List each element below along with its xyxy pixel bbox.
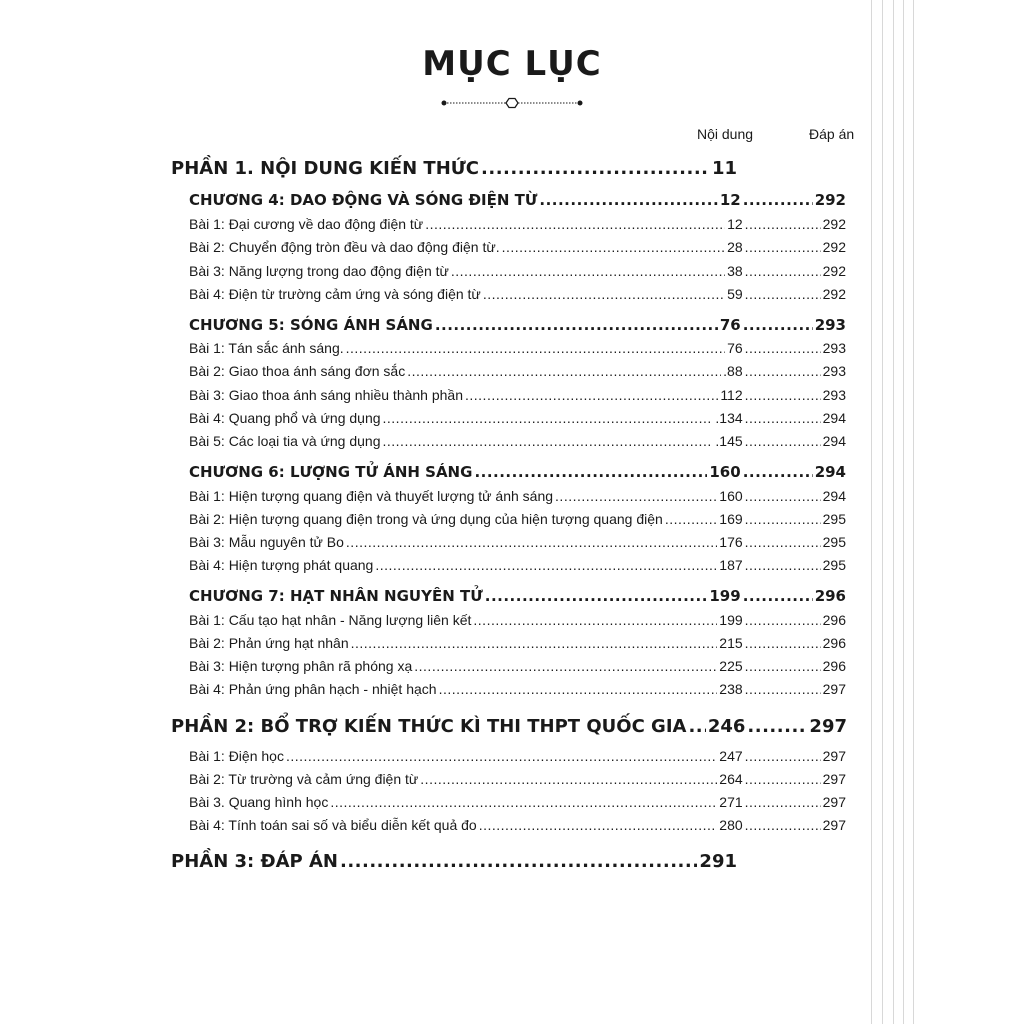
toc-page-number: .134 <box>715 410 743 426</box>
toc-answer-page: 293 <box>822 363 846 379</box>
toc-answer-page: 294 <box>822 488 846 504</box>
toc-chapter-row <box>189 191 846 209</box>
toc-part-row <box>171 851 737 872</box>
dot-leader <box>745 748 821 764</box>
dot-leader <box>745 557 821 573</box>
dot-leader <box>745 340 821 356</box>
dot-leader <box>743 463 813 481</box>
toc-lesson-row <box>189 635 846 651</box>
toc-page-number: 280 <box>719 817 743 833</box>
toc-page-number: 76 <box>727 340 743 356</box>
dot-leader <box>451 263 725 279</box>
toc-answer-page: 296 <box>822 635 846 651</box>
toc-entry-title: Bài 1: Đại cương về dao động điện từ <box>189 216 424 232</box>
toc-answer-page: 297 <box>822 748 846 764</box>
toc-entry-title: Bài 4: Quang phổ và ứng dụng <box>189 410 381 426</box>
toc-answer-page: 292 <box>822 216 846 232</box>
toc-entry-title: Bài 3: Giao thoa ánh sáng nhiều thành phần <box>189 387 463 403</box>
toc-lesson-row <box>189 340 846 356</box>
page-edge-line <box>913 0 914 1024</box>
dot-leader <box>425 216 725 232</box>
toc-chapter-row <box>189 463 846 481</box>
toc-entry-title: Bài 4: Hiện tượng phát quang <box>189 557 374 573</box>
dot-leader <box>745 410 821 426</box>
dot-leader <box>745 433 821 449</box>
toc-entry-title: Bài 2: Từ trường và cảm ứng điện từ <box>189 771 419 787</box>
toc-page-number: 160 <box>709 463 741 481</box>
toc-page-number: 59 <box>727 286 743 302</box>
dot-leader <box>435 316 718 334</box>
dot-leader <box>555 488 717 504</box>
toc-entry-title: Bài 1: Cấu tạo hạt nhân - Năng lượng liên kết <box>189 612 472 628</box>
toc-entry-title: Bài 1: Điện học <box>189 748 284 764</box>
toc-entry-title: PHẦN 1. NỘI DUNG KIẾN THỨC <box>171 158 480 179</box>
toc-answer-page: 292 <box>822 239 846 255</box>
dot-leader <box>745 658 821 674</box>
toc-lesson-row <box>189 488 846 504</box>
toc-answer-page: 293 <box>822 387 846 403</box>
dot-leader <box>286 748 717 764</box>
dot-leader <box>539 191 717 209</box>
toc-answer-page: 292 <box>814 191 846 209</box>
toc-answer-page: 295 <box>822 511 846 527</box>
dot-leader <box>745 216 821 232</box>
toc-entry-title: Bài 1: Hiện tượng quang điện và thuyết lượng tử ánh sáng <box>189 488 554 504</box>
toc-page-number: 271 <box>719 794 743 810</box>
dot-leader <box>743 587 813 605</box>
dot-leader <box>481 158 710 179</box>
toc-entry-title: CHƯƠNG 6: LƯỢNG TỬ ÁNH SÁNG <box>189 463 473 481</box>
toc-chapter-row <box>189 316 846 334</box>
dot-leader <box>479 817 718 833</box>
toc-lesson-row <box>189 263 846 279</box>
toc-part-row <box>171 158 737 179</box>
dot-leader <box>473 612 717 628</box>
dot-leader <box>745 817 821 833</box>
toc-page-number: 238 <box>719 681 743 697</box>
toc-chapter-row <box>189 587 846 605</box>
dot-leader <box>665 511 717 527</box>
toc-page-number: 187 <box>719 557 743 573</box>
dot-leader <box>474 463 707 481</box>
toc-page-number: 199 <box>719 612 743 628</box>
dot-leader <box>745 511 821 527</box>
toc-lesson-row <box>189 748 846 764</box>
dot-leader <box>439 681 718 697</box>
dot-leader <box>745 794 821 810</box>
page-edge-line <box>893 0 894 1024</box>
dot-leader <box>745 263 821 279</box>
toc-page-number: 12 <box>719 191 741 209</box>
dot-leader <box>351 635 718 651</box>
dot-leader <box>383 410 714 426</box>
toc-answer-page: 295 <box>822 557 846 573</box>
dot-leader <box>688 716 705 737</box>
dot-leader <box>420 771 717 787</box>
toc-lesson-row <box>189 817 846 833</box>
dot-leader <box>340 851 697 872</box>
toc-entry-title: Bài 3: Mẫu nguyên tử Bo <box>189 534 344 550</box>
toc-entry-title: CHƯƠNG 7: HẠT NHÂN NGUYÊN TỬ <box>189 587 483 605</box>
toc-answer-page: 295 <box>822 534 846 550</box>
column-header-content: Nội dung <box>697 126 754 142</box>
dot-leader <box>745 534 821 550</box>
toc-entry-title: CHƯƠNG 5: SÓNG ÁNH SÁNG <box>189 316 433 334</box>
toc-page-number: .145 <box>715 433 743 449</box>
toc-entry-title: Bài 2: Giao thoa ánh sáng đơn sắc <box>189 363 406 379</box>
page-edge-line <box>871 0 872 1024</box>
toc-entry-title: PHẦN 3: ĐÁP ÁN <box>171 851 338 872</box>
toc-page-number: 225 <box>719 658 743 674</box>
toc-answer-page: 292 <box>822 263 846 279</box>
toc-answer-page: 293 <box>822 340 846 356</box>
title-ornament <box>440 96 584 110</box>
dot-leader <box>745 286 821 302</box>
dot-leader <box>745 239 821 255</box>
toc-answer-page: 297 <box>822 771 846 787</box>
dot-leader <box>745 635 821 651</box>
toc-page-number: .88 <box>723 363 743 379</box>
dot-leader <box>346 534 717 550</box>
toc-entry-title: CHƯƠNG 4: DAO ĐỘNG VÀ SÓNG ĐIỆN TỪ <box>189 191 538 209</box>
toc-answer-page: 297 <box>809 716 847 737</box>
page-edge-line <box>882 0 883 1024</box>
dot-leader <box>745 363 821 379</box>
toc-entry-title: Bài 2: Chuyển động tròn đều và dao động điện từ. <box>189 239 500 255</box>
toc-lesson-row <box>189 363 846 379</box>
toc-answer-page: 296 <box>822 658 846 674</box>
toc-lesson-row <box>189 286 846 302</box>
toc-page-number: 11 <box>711 158 737 179</box>
toc-answer-page: 296 <box>822 612 846 628</box>
toc-page-number: 38 <box>727 263 743 279</box>
toc-lesson-row <box>189 794 846 810</box>
toc-entry-title: Bài 3: Hiện tượng phân rã phóng xạ <box>189 658 413 674</box>
dot-leader <box>383 433 714 449</box>
toc-page-number: 247 <box>719 748 743 764</box>
toc-lesson-row <box>189 511 846 527</box>
dot-leader <box>747 716 807 737</box>
dot-leader <box>745 681 821 697</box>
dot-leader <box>502 239 725 255</box>
page-title: MỤC LỤC <box>422 44 602 84</box>
toc-answer-page: 297 <box>822 681 846 697</box>
dot-leader <box>745 387 821 403</box>
toc-page-number: 76 <box>719 316 741 334</box>
toc-lesson-row <box>189 410 846 426</box>
toc-page-number: 264 <box>719 771 743 787</box>
toc-entry-title: Bài 4: Tính toán sai số và biểu diễn kết quả đo <box>189 817 477 833</box>
dot-leader <box>745 612 821 628</box>
toc-answer-page: 294 <box>814 463 846 481</box>
dot-leader <box>743 191 813 209</box>
toc-entry-title: Bài 3. Quang hình học <box>189 794 329 810</box>
toc-lesson-row <box>189 658 846 674</box>
page-edge-line <box>903 0 904 1024</box>
toc-lesson-row <box>189 433 846 449</box>
dot-leader <box>483 286 725 302</box>
toc-answer-page: 296 <box>814 587 846 605</box>
toc-answer-page: 293 <box>814 316 846 334</box>
toc-lesson-row <box>189 239 846 255</box>
toc-lesson-row <box>189 612 846 628</box>
toc-entry-title: Bài 5: Các loại tia và ứng dụng <box>189 433 381 449</box>
column-header-answer: Đáp án <box>809 126 855 142</box>
toc-entry-title: Bài 2: Phản ứng hạt nhân <box>189 635 349 651</box>
toc-answer-page: 294 <box>822 433 846 449</box>
toc-entry-title: Bài 2: Hiện tượng quang điện trong và ứng dụng của hiện tượng quang điện <box>189 511 663 527</box>
toc-page-number: 112 <box>720 387 743 403</box>
dot-leader <box>485 587 708 605</box>
toc-answer-page: 294 <box>822 410 846 426</box>
toc-page-number: 28 <box>727 239 743 255</box>
dot-leader <box>745 771 821 787</box>
toc-entry-title: Bài 3: Năng lượng trong dao động điện từ <box>189 263 449 279</box>
toc-lesson-row <box>189 387 846 403</box>
dot-leader <box>375 557 717 573</box>
dot-leader <box>407 363 721 379</box>
toc-page-number: 199 <box>709 587 741 605</box>
toc-entry-title: Bài 4: Điện từ trường cảm ứng và sóng điện từ <box>189 286 481 302</box>
toc-page-number: 12 <box>727 216 743 232</box>
toc-part-row <box>171 716 847 737</box>
toc-page-number: 246 <box>707 716 746 737</box>
toc-lesson-row <box>189 534 846 550</box>
toc-entry-title: PHẦN 2: BỔ TRỢ KIẾN THỨC KÌ THI THPT QUỐC GIA <box>171 716 687 737</box>
toc-entry-title: Bài 1: Tán sắc ánh sáng. <box>189 340 344 356</box>
dot-leader <box>346 340 725 356</box>
dot-leader <box>330 794 717 810</box>
dot-leader <box>414 658 717 674</box>
toc-page-number: 160 <box>719 488 743 504</box>
toc-lesson-row <box>189 681 846 697</box>
dot-leader <box>743 316 813 334</box>
toc-answer-page: 297 <box>822 817 846 833</box>
toc-page-number: 215 <box>719 635 743 651</box>
toc-answer-page: 297 <box>822 794 846 810</box>
toc-lesson-row <box>189 771 846 787</box>
toc-page-number: 169 <box>719 511 743 527</box>
toc-lesson-row <box>189 216 846 232</box>
dot-leader <box>745 488 821 504</box>
toc-entry-title: Bài 4: Phản ứng phân hạch - nhiệt hạch <box>189 681 437 697</box>
toc-lesson-row <box>189 557 846 573</box>
toc-page-number: 291 <box>699 851 737 872</box>
toc-page-number: 176 <box>719 534 743 550</box>
toc-answer-page: 292 <box>822 286 846 302</box>
dot-leader <box>465 387 718 403</box>
